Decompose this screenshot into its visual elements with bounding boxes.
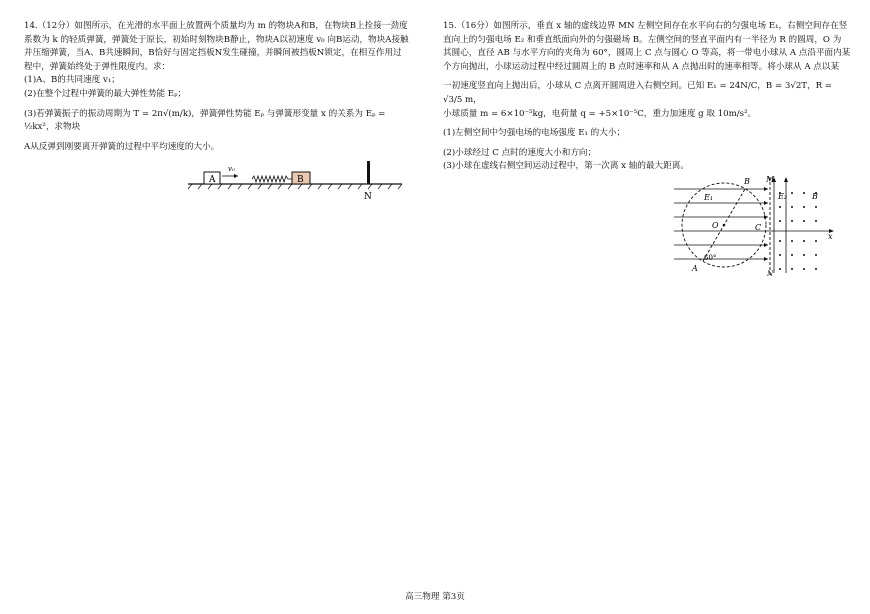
q14-sub3b: A从反弹到刚要离开弹簧的过程中平均速度的大小。 xyxy=(24,141,220,152)
q14-line: 系数为 k 的轻质弹簧，弹簧处于原长，初始时刻物块B静止，物块A以初速度 v₀ 向B运动，物块A接触 xyxy=(24,34,409,45)
label-angle: 60° xyxy=(704,254,717,262)
q15-sub1: (1)左侧空间中匀强电场的电场强度 E₁ 的大小； xyxy=(443,128,626,139)
q15-sub2: (2)小球经过 C 点时的速度大小和方向； xyxy=(443,147,597,158)
block-b-label: B xyxy=(297,175,304,185)
q14-sub3: (3)若弹簧振子的振动周期为 T = 2π√(m/k)，弹簧弹性势能 Eₚ 与弹簧形变量 x 的关系为 Eₚ = ½kx²，求物块 xyxy=(24,108,386,133)
label-b-point: B xyxy=(744,177,750,186)
q14-sub1: (1)A、B的共同速度 v₁； xyxy=(24,75,120,86)
question-14 xyxy=(24,20,418,154)
q15-line: 一初速度竖直向上抛出后，小球从 C 点离开圆周进入右侧空间。已知 E₁ = 24N/C，B = 3√2T，R = √3/5 m， xyxy=(443,81,833,105)
field-figure xyxy=(670,173,838,279)
question-15 xyxy=(443,20,853,174)
q14-line: 并压缩弹簧，当A、B共速瞬间，B恰好与固定挡板N发生碰撞，并瞬间被挡板N锁定，在相互作用过 xyxy=(24,48,402,59)
label-n: N xyxy=(767,270,774,278)
q15-line: 15.（16分）如图所示，垂直 x 轴的虚线边界 MN 左侧空间存在水平向右的匀强电场 E₁，右侧空间存在竖 xyxy=(443,21,848,31)
label-m: M xyxy=(766,175,775,184)
label-o: O xyxy=(712,221,719,230)
q15-line: 其圆心，直径 AB 与水平方向的夹角为 60°，圆周上 C 点与圆心 O 等高，将一带电小球从 A 点沿平面内某 xyxy=(443,48,851,59)
label-e2: E₂ xyxy=(778,192,788,201)
q15-sub3: (3)小球在虚线右侧空间运动过程中，第一次离 x 轴的最大距离。 xyxy=(443,161,689,172)
q14-sub2: (2)在整个过程中弹簧的最大弹性势能 Eₚ； xyxy=(24,88,187,99)
q15-line: 直向上的匀强电场 E₂ 和垂直纸面向外的匀强磁场 B。左侧空间的竖直平面内有一半径为 R 的圆周，O 为 xyxy=(443,34,842,45)
q15-line: 小球质量 m = 6×10⁻⁵kg，电荷量 q = +5×10⁻⁵C，重力加速度 g 取 10m/s²。 xyxy=(443,108,757,119)
label-b-field: B xyxy=(812,192,818,201)
spring xyxy=(252,176,292,182)
barrier-n xyxy=(367,161,370,184)
spring-figure xyxy=(186,158,406,202)
q15-line: 个方向抛出，小球运动过程中经过圆周上的 B 点时速率和从 A 点抛出时的速率相等。将小球从 A 点以某 xyxy=(443,61,840,72)
label-c: C xyxy=(755,223,762,232)
q14-line: 14.（12分）如图所示，在光滑的水平面上放置两个质量均为 m 的物块A和B，在物块B上拴接一劲度 xyxy=(24,21,408,31)
page-footer: 高三物理 第3页 xyxy=(405,592,465,602)
block-a-label: A xyxy=(209,175,216,185)
label-a: A xyxy=(692,264,698,273)
barrier-n-label: N xyxy=(364,192,372,202)
q14-line: 程中，弹簧始终处于弹性限度内。求： xyxy=(24,61,171,72)
label-e1: E₁ xyxy=(704,193,714,202)
label-x: x xyxy=(828,232,833,241)
v0-label: v₀ xyxy=(228,165,235,173)
